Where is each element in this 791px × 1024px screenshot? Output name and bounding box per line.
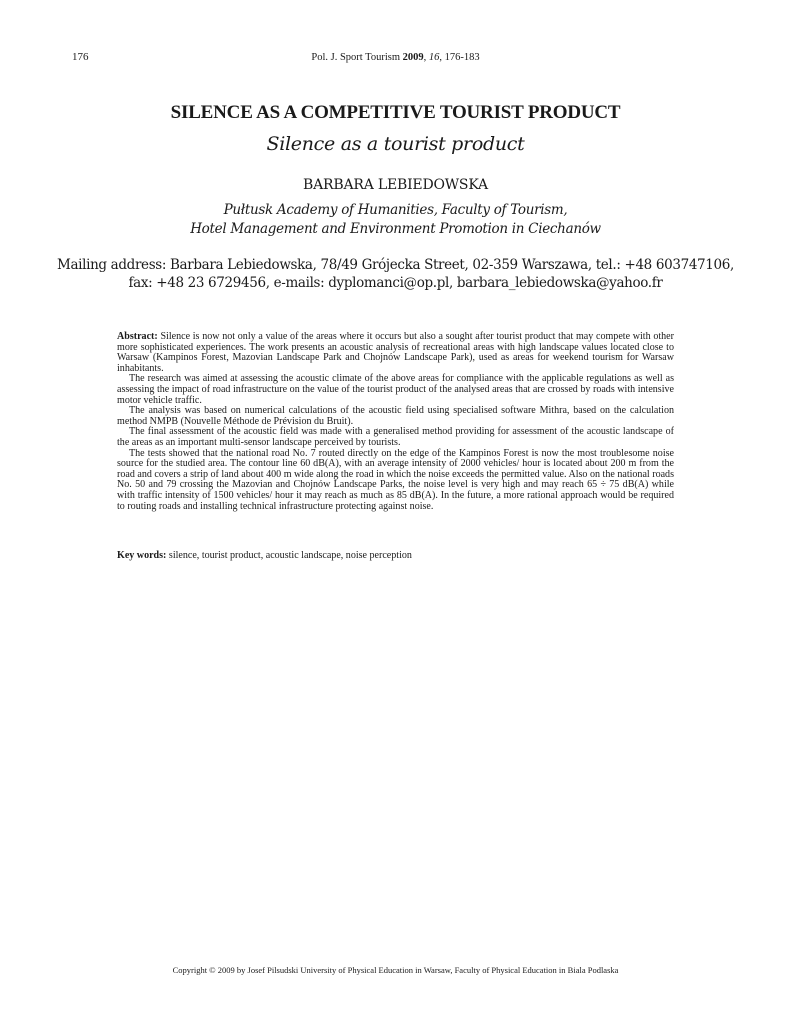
- affiliation-line: Hotel Management and Environment Promotion in Ciechanów: [190, 221, 601, 237]
- mailing-address: [0, 256, 791, 292]
- article-subtitle: Silence as a tourist product: [266, 133, 525, 155]
- mailing-line: fax: +48 23 6729456, e-mails: dyplomanci@op.pl, barbara_lebiedowska@yahoo.fr: [128, 275, 663, 291]
- abstract-paragraph: The final assessment of the acoustic field was made with a generalised method providing for assessment of the acoustic landscape of the areas as an important multi-sensor landscape perceived by tourists.: [117, 426, 674, 448]
- abstract-label: Abstract:: [117, 331, 158, 342]
- abstract-paragraph: [117, 332, 674, 374]
- journal-pages: , 176-183: [439, 52, 480, 63]
- abstract-text: Silence is now not only a value of the areas where it occurs but also a sought after tourist product that may compete with other more sophisticated experiences. The work presents an acoustic analysis of recreational areas with high landscape values located close to Warsaw (Kampinos Forest, Mazovian Landscape Park and Chojnów Landscape Park), used as areas for weekend tourism for Warsaw inhabitants.: [117, 331, 674, 374]
- journal-year: 2009: [402, 52, 424, 63]
- mailing-line: Mailing address: Barbara Lebiedowska, 78/49 Grójecka Street, 02-359 Warszawa, tel.: +48 603747106,: [57, 257, 734, 273]
- author-name: BARBARA LEBIEDOWSKA: [303, 177, 488, 193]
- journal-separator: ,: [423, 52, 429, 63]
- author-affiliation: [0, 201, 791, 239]
- copyright-notice: Copyright © 2009 by Josef Pilsudski University of Physical Education in Warsaw, Faculty of Physical Education in Biala Podlaska: [172, 965, 619, 975]
- journal-volume: 16: [428, 52, 440, 63]
- abstract-paragraph: The analysis was based on numerical calculations of the acoustic field using specialised software Mithra, based on the calculation method NMPB (Nouvelle Méthode de Prévision du Bruit).: [117, 405, 674, 427]
- abstract-paragraph: The research was aimed at assessing the acoustic climate of the above areas for compliance with the applicable regulations as well as assessing the impact of road infrastructure on the value of the tourist product of the analysed areas that are crossed by roads with intensive motor vehicle traffic.: [117, 373, 674, 406]
- abstract: [117, 332, 674, 512]
- abstract-paragraph: The tests showed that the national road No. 7 routed directly on the edge of the Kampinos Forest is now the most troublesome noise source for the studied area. The contour line 60 dB(A), with an average intensity of 2000 vehicles/ hour is located about 200 m from the road and covers a strip of land about 400 m wide along the road in which the noise exceeds the permitted value. Also on the national roads No. 50 and 79 crossing the Mazovian and Chojnów Landscape Parks, the noise level is very high and may reach 65 ÷ 75 dB(A) while with traffic intensity of 1500 vehicles/ hour it may reach as much as 85 dB(A). In the future, a more rational approach would be required to routing roads and installing technical infrastructure protecting against noise.: [117, 447, 674, 512]
- article-title: SILENCE AS A COMPETITIVE TOURIST PRODUCT: [170, 102, 621, 123]
- keywords-text: silence, tourist product, acoustic landscape, noise perception: [166, 550, 412, 561]
- page-number: 176: [72, 51, 89, 63]
- journal-citation: [0, 52, 791, 63]
- affiliation-line: Pułtusk Academy of Humanities, Faculty of Tourism,: [223, 202, 568, 218]
- journal-name: Pol. J. Sport Tourism: [311, 52, 403, 63]
- keywords: [117, 550, 674, 561]
- keywords-label: Key words:: [117, 550, 167, 561]
